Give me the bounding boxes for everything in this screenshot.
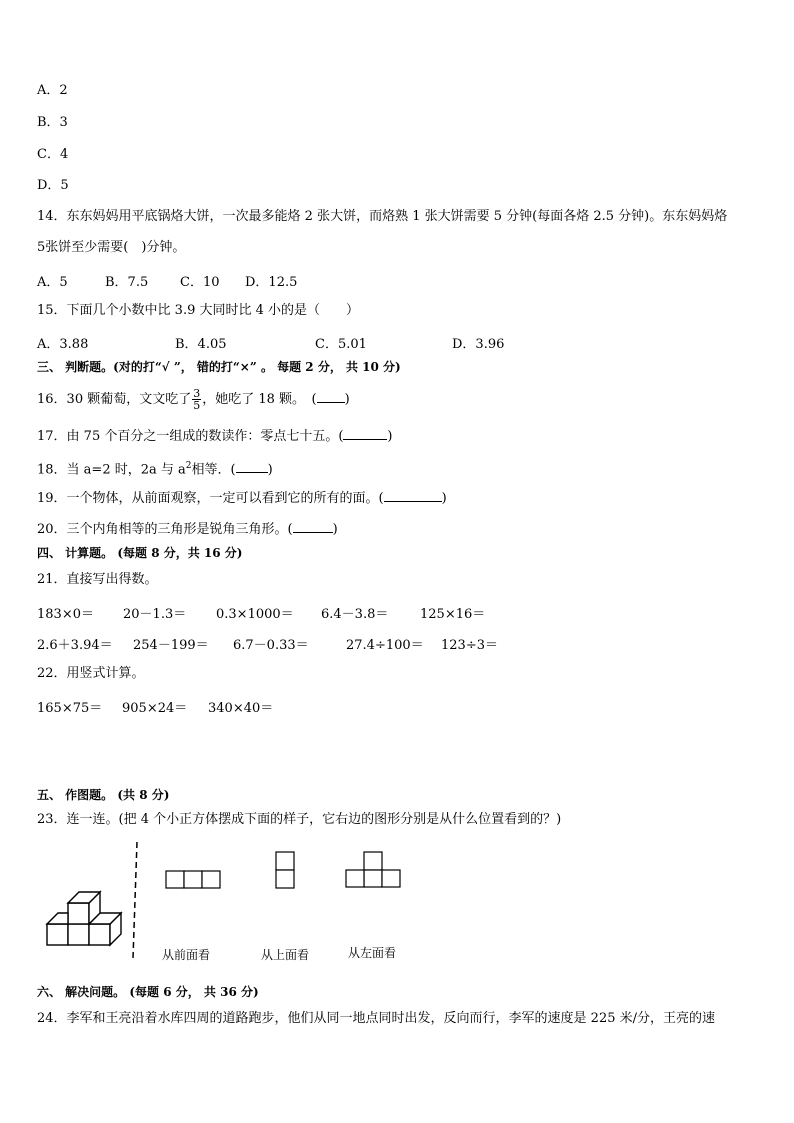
q21-item: 183×0＝ bbox=[37, 607, 94, 622]
q15-stem: 15．下面几个小数中比 3.9 大同时比 4 小的是（ ） bbox=[37, 303, 360, 318]
q16-close: ) bbox=[344, 392, 350, 407]
q21-item: 123÷3＝ bbox=[441, 638, 498, 653]
q21-item: 254－199＝ bbox=[133, 638, 209, 653]
q17-text: 17．由 75 个百分之一组成的数读作：零点七十五。( bbox=[37, 429, 344, 444]
caption-top-view: 从上面看 bbox=[261, 948, 310, 962]
q17-close: ) bbox=[387, 429, 393, 444]
q21-item: 6.7－0.33＝ bbox=[233, 638, 309, 653]
q13-option-c: C．4 bbox=[37, 147, 69, 162]
q23-stem: 23．连一连。(把 4 个小正方体摆成下面的样子，它右边的图形分别是从什么位置看到的？) bbox=[37, 812, 562, 827]
q16-text-post: ，她吃了 18 颗。 ( bbox=[202, 392, 317, 407]
q18-close: ) bbox=[267, 462, 273, 478]
q22-item: 165×75＝ bbox=[37, 701, 103, 716]
cube-arrangement bbox=[47, 892, 121, 945]
q14-option-d: D．12.5 bbox=[245, 275, 298, 290]
q24-stem: 24．李军和王亮沿着水库四周的道路跑步，他们从同一地点同时出发，反向而行，李军的速度是 225 米/分，王亮的速 bbox=[37, 1011, 716, 1026]
q14-stem-line1: 14．东东妈妈用平底锅烙大饼，一次最多能烙 2 张大饼，而烙熟 1 张大饼需要 5 分钟(每面各烙 2.5 分钟)。东东妈妈烙 bbox=[37, 209, 728, 224]
view-shape-1 bbox=[166, 871, 220, 888]
fraction-denominator: 5 bbox=[193, 399, 201, 412]
dashed-divider bbox=[133, 842, 137, 958]
q22-item: 340×40＝ bbox=[208, 701, 274, 716]
q13-option-d: D．5 bbox=[37, 178, 69, 193]
section-5-heading: 五、 作图题。 (共 8 分) bbox=[37, 788, 170, 802]
q13-option-b: B．3 bbox=[37, 115, 68, 130]
q15-option-d: D．3.96 bbox=[452, 337, 505, 352]
q21-item: 6.4－3.8＝ bbox=[321, 607, 389, 622]
q22-item: 905×24＝ bbox=[122, 701, 188, 716]
q18-text-pre: 18．当 a=2 时，2a 与 a bbox=[37, 462, 186, 478]
q15-option-a: A．3.88 bbox=[37, 337, 89, 352]
q15-option-c: C．5.01 bbox=[315, 337, 367, 352]
q14-option-a: A．5 bbox=[37, 275, 68, 290]
q13-option-a: A．2 bbox=[37, 83, 68, 98]
q21-item: 125×16＝ bbox=[420, 607, 486, 622]
q19-text: 19．一个物体，从前面观察，一定可以看到它的所有的面。( bbox=[37, 491, 384, 506]
q16-text-pre: 16．30 颗葡萄，文文吃了 bbox=[37, 392, 192, 407]
view-shape-2 bbox=[276, 852, 294, 888]
q20-close: ) bbox=[332, 522, 338, 537]
q21-stem: 21．直接写出得数。 bbox=[37, 572, 158, 587]
view-shape-3 bbox=[346, 852, 400, 887]
section-6-heading: 六、 解决问题。 (每题 6 分， 共 36 分) bbox=[37, 985, 259, 999]
q18-text-post: 相等．( bbox=[191, 462, 236, 478]
caption-left-view: 从左面看 bbox=[348, 946, 397, 960]
q19-close: ) bbox=[441, 491, 447, 506]
caption-front-view: 从前面看 bbox=[162, 948, 211, 962]
q21-item: 0.3×1000＝ bbox=[216, 607, 294, 622]
q18-exponent: 2 bbox=[185, 461, 192, 471]
q22-stem: 22．用竖式计算。 bbox=[37, 666, 145, 681]
q14-option-b: B．7.5 bbox=[105, 275, 149, 290]
q15-option-b: B．4.05 bbox=[175, 337, 227, 352]
q14-option-c: C．10 bbox=[180, 275, 220, 290]
section-4-heading: 四、 计算题。 (每题 8 分，共 16 分) bbox=[37, 546, 243, 560]
q21-item: 2.6＋3.94＝ bbox=[37, 638, 113, 653]
q21-item: 20－1.3＝ bbox=[123, 607, 187, 622]
q20-text: 20．三个内角相等的三角形是锐角三角形。( bbox=[37, 522, 293, 537]
fraction-numerator: 3 bbox=[193, 387, 201, 400]
q14-stem-line2: 5张饼至少需要( )分钟。 bbox=[37, 240, 186, 255]
q21-item: 27.4÷100＝ bbox=[346, 638, 424, 653]
section-3-heading: 三、 判断题。(对的打“√ ”， 错的打“×” 。 每题 2 分， 共 10 分) bbox=[37, 360, 401, 374]
